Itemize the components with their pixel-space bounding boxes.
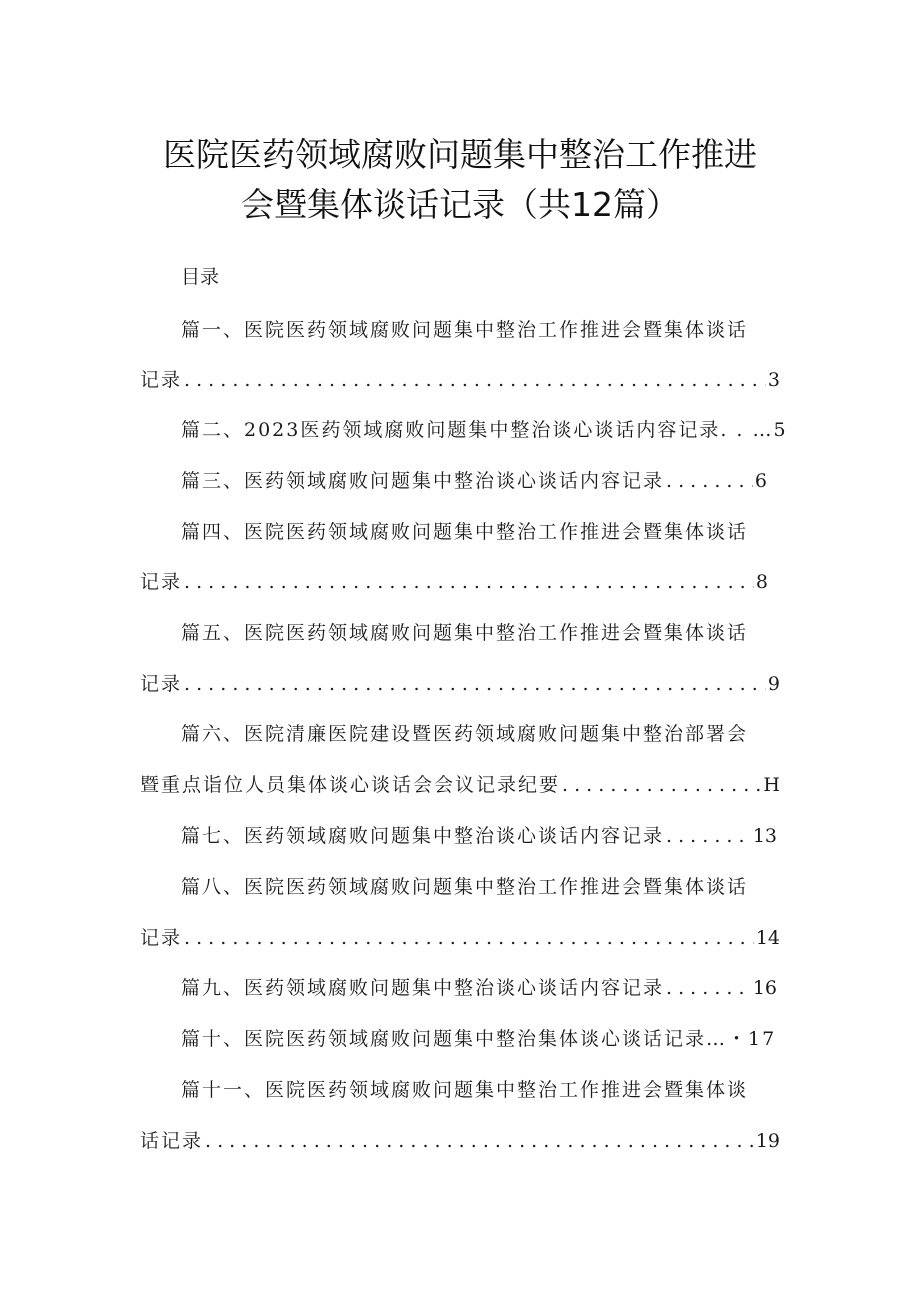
toc-leader-dots <box>184 670 766 698</box>
toc-entry-label: 篇九、医药领域腐败问题集中整治谈心谈话内容记录 <box>181 977 665 999</box>
toc-entry-11-line-2 <box>140 1127 780 1155</box>
toc-entry-label: 暨重点诣位人员集体谈心谈话会会议记录纪要 <box>140 774 561 796</box>
toc-leader-dots <box>205 1127 754 1155</box>
toc-leader-dots <box>184 366 766 394</box>
toc-page-number: 3 <box>767 369 780 391</box>
toc-entry-1-line-1: 篇一、医院医药领域腐败问题集中整治工作推进会暨集体谈话 <box>181 319 749 341</box>
toc-heading: 目录 <box>181 266 220 288</box>
toc-leader-dots <box>562 771 761 799</box>
toc-entry-label: 记录 <box>140 369 183 391</box>
toc-entry-label: 篇七、医药领域腐败问题集中整治谈心谈话内容记录 <box>181 825 665 847</box>
toc-page-number: 8 <box>755 571 768 593</box>
toc-page-number: 9 <box>767 673 780 695</box>
toc-entry-label: 记录 <box>140 673 183 695</box>
toc-leader-dots <box>666 822 751 850</box>
toc-entry-5-line-1: 篇五、医院医药领域腐败问题集中整治工作推进会暨集体谈话 <box>181 622 749 644</box>
toc-page-number: H <box>763 774 780 796</box>
toc-entry-8-line-1: 篇八、医院医药领域腐败问题集中整治工作推进会暨集体谈话 <box>181 876 749 898</box>
toc-entry-8-line-2 <box>140 924 780 952</box>
toc-entry-label: 篇三、医药领域腐败问题集中整治谈心谈话内容记录 <box>181 470 665 492</box>
toc-leader-dots <box>666 974 751 1002</box>
toc-entry-11-line-1: 篇十一、医院医药领域腐败问题集中整治工作推进会暨集体谈 <box>181 1079 749 1101</box>
toc-entry-1-line-2 <box>140 366 780 394</box>
toc-entry-label: 记录 <box>140 571 183 593</box>
document-title-line-1: 医院医药领域腐败问题集中整治工作推进 <box>163 135 757 174</box>
toc-leader-dots <box>184 568 754 596</box>
toc-entry-6-line-1: 篇六、医院清廉医院建设暨医药领域腐败问题集中整治部署会 <box>181 723 749 745</box>
toc-entry-label: 话记录 <box>140 1130 204 1152</box>
toc-page-number: 16 <box>752 977 777 999</box>
toc-entry-label: 记录 <box>140 927 183 949</box>
toc-entry-2: 篇二、2023医药领域腐败问题集中整治谈心谈话内容记录. . …5 <box>181 419 788 441</box>
toc-page-number: 14 <box>755 927 780 949</box>
toc-entry-5-line-2 <box>140 670 780 698</box>
toc-entry-7 <box>181 822 777 850</box>
toc-entry-9 <box>181 974 777 1002</box>
toc-page-number: 6 <box>754 470 767 492</box>
toc-leader-dots <box>666 467 753 495</box>
toc-entry-10: 篇十、医院医药领域腐败问题集中整治集体谈心谈话记录…・17 <box>181 1028 777 1050</box>
toc-leader-dots <box>184 924 754 952</box>
toc-page-number: 19 <box>755 1130 780 1152</box>
document-title-line-2: 会暨集体谈话记录（共12篇） <box>241 185 679 224</box>
toc-entry-4-line-1: 篇四、医院医药领域腐败问题集中整治工作推进会暨集体谈话 <box>181 521 749 543</box>
toc-entry-6-line-2 <box>140 771 780 799</box>
toc-page-number: 13 <box>752 825 777 847</box>
toc-entry-3 <box>181 467 767 495</box>
toc-entry-4-line-2 <box>140 568 768 596</box>
